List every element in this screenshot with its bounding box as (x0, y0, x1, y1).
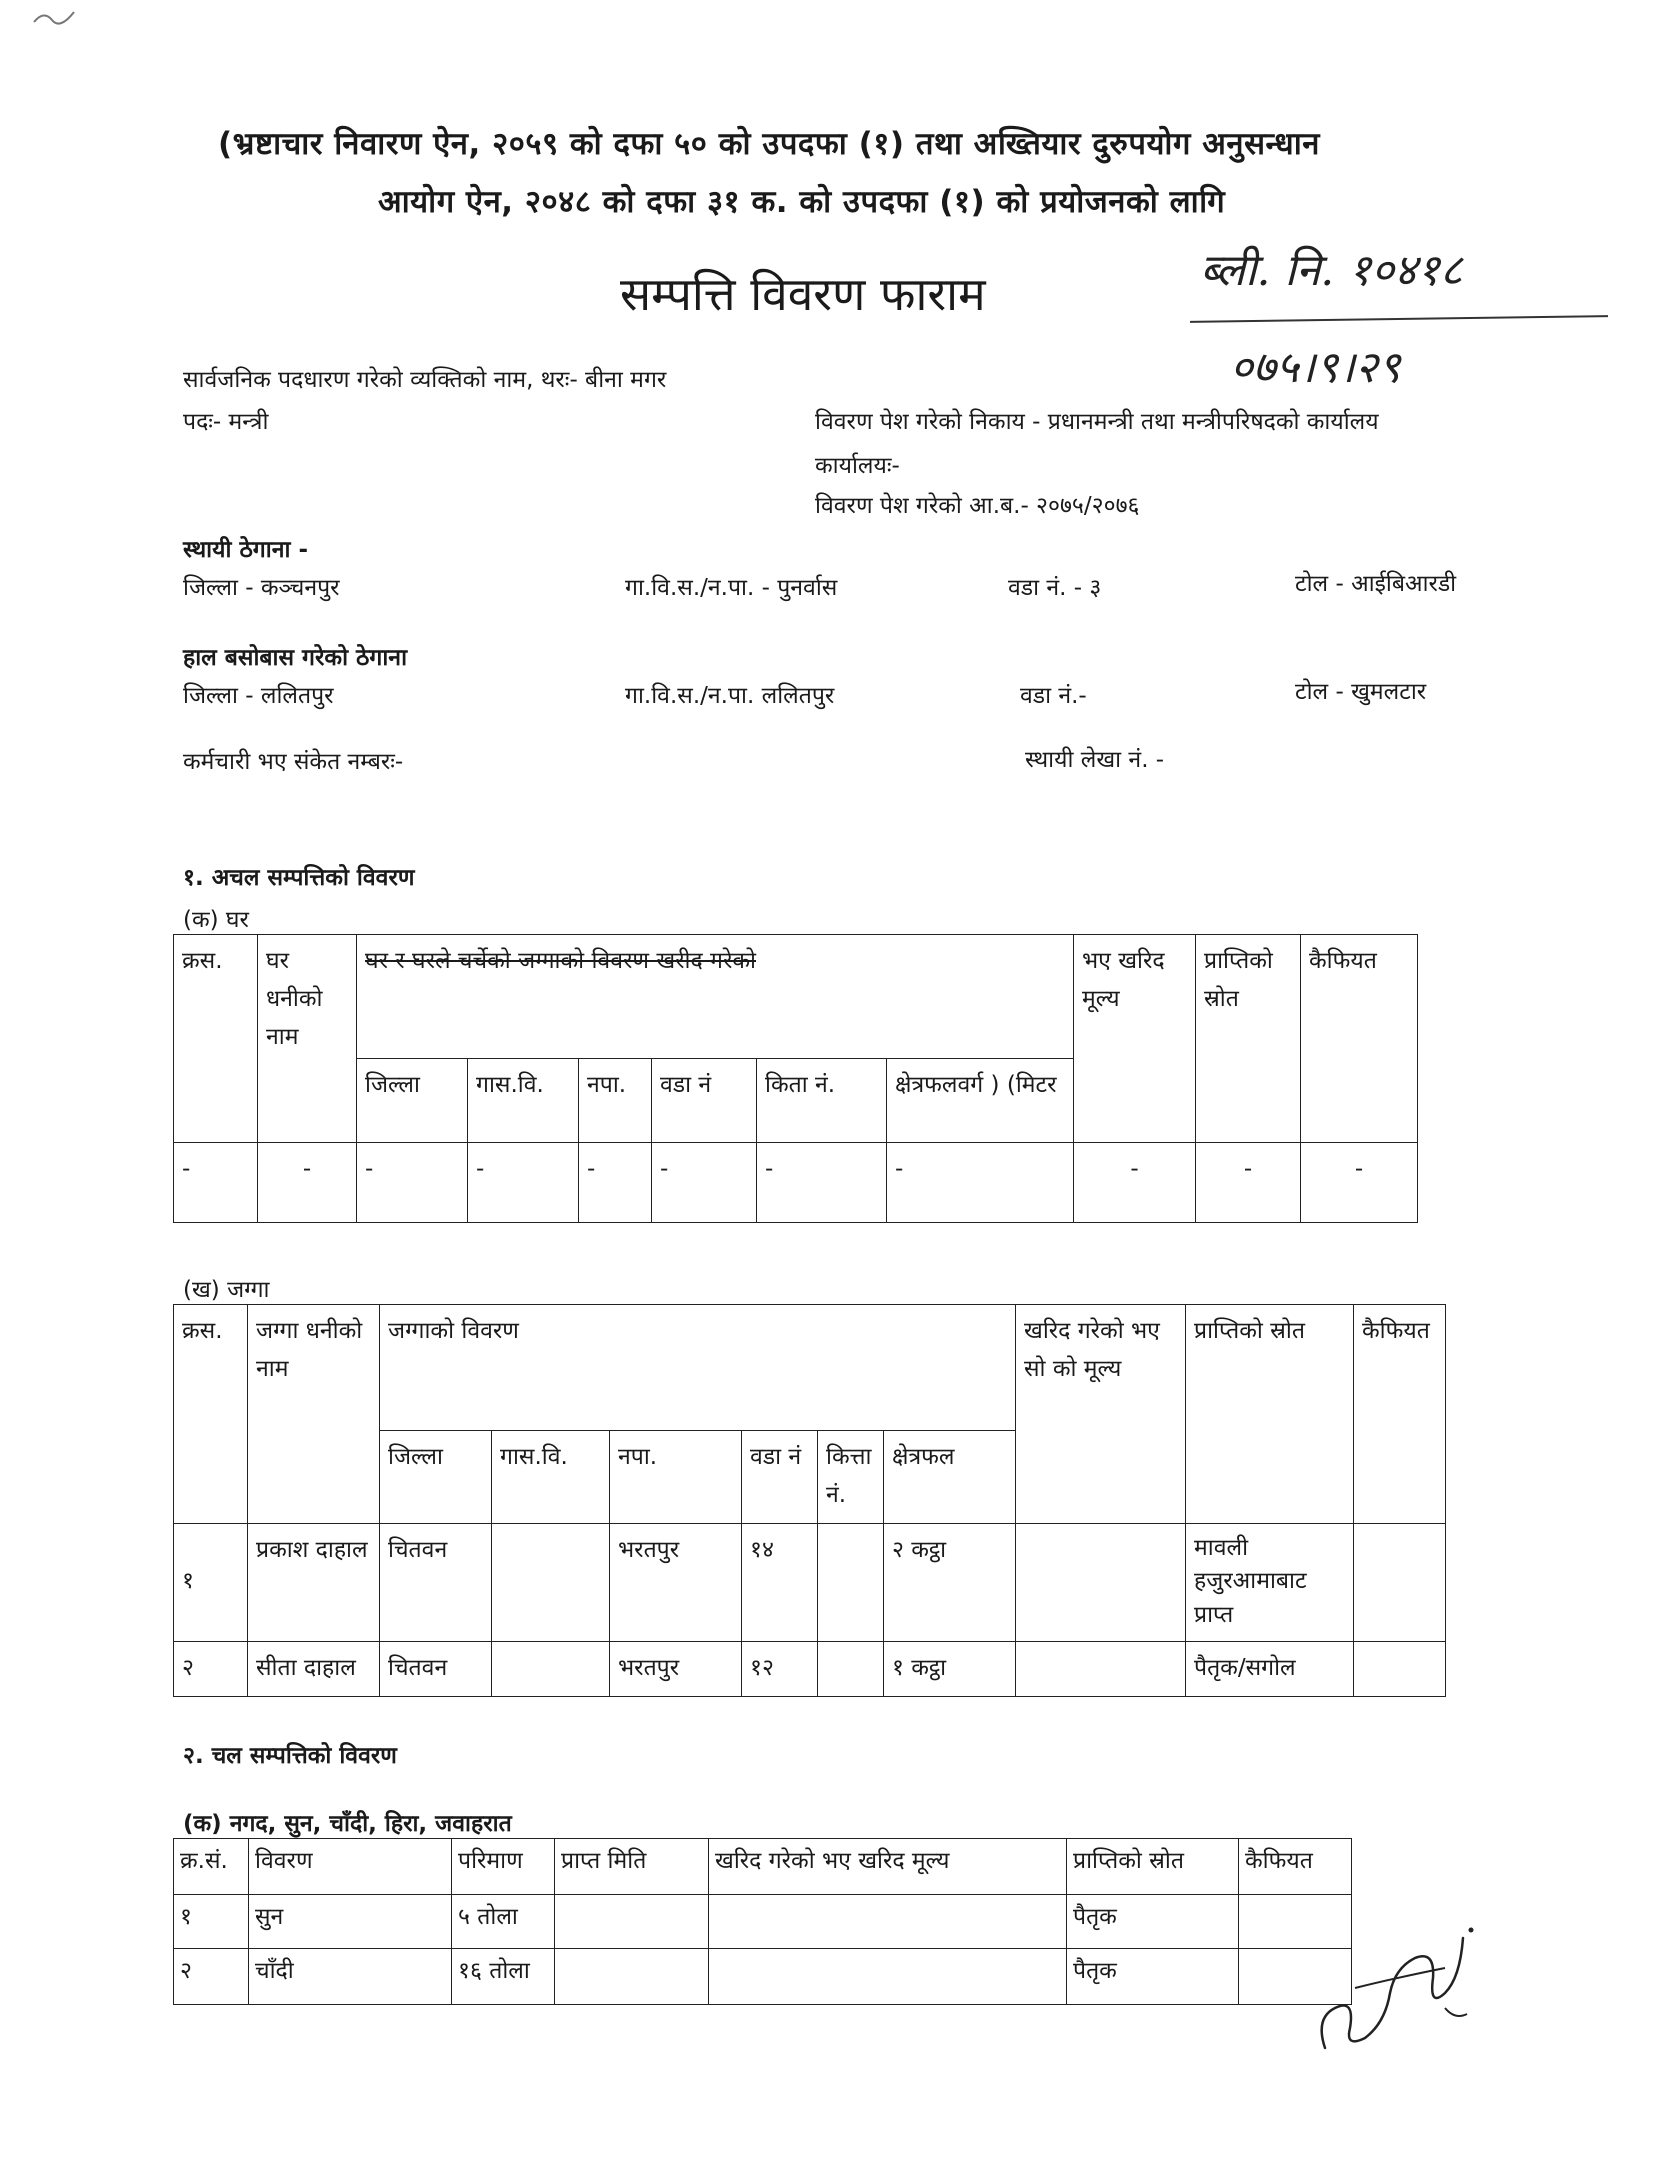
form-title: सम्पत्ति विवरण फाराम (620, 267, 986, 321)
house-col-sn: क्रस. (174, 935, 258, 1143)
land-cell-sn: २ (174, 1641, 248, 1696)
house-col-source: प्राप्तिको स्रोत (1196, 935, 1301, 1143)
land-col-source: प्राप्तिको स्रोत (1186, 1305, 1354, 1524)
land-cell-source: मावली हजुरआमाबाट प्राप्त (1186, 1523, 1354, 1641)
cash-cell (555, 1949, 709, 2005)
section-2-heading: २. चल सम्पत्तिको विवरण (183, 1743, 397, 1769)
current-vdc: गा.वि.स./न.पा. ललितपुर (625, 683, 835, 709)
land-cell-area: १ कट्ठा (884, 1641, 1016, 1696)
current-address-heading: हाल बसोबास गरेको ठेगाना (183, 645, 408, 671)
cash-cell: १ (174, 1895, 249, 1949)
header-line-1: (भ्रष्टाचार निवारण ऐन, २०५९ को दफा ५० को उपदफा (१) तथा अख्तियार दुरुपयोग अनुसन्धान (218, 126, 1320, 162)
house-sub-district: जिल्ला (357, 1059, 468, 1143)
fiscal-year-line: विवरण पेश गरेको आ.ब.- २०७५/२०७६ (815, 493, 1140, 519)
house-col-description: घर र घरले चर्चेको जग्गाको विवरण खरीद गरेको (357, 935, 1074, 1059)
table-row (174, 1641, 1446, 1696)
employee-code: कर्मचारी भए संकेत नम्बरः- (183, 749, 404, 775)
land-sub-district: जिल्ला (380, 1431, 492, 1524)
land-cell-area: २ कट्ठा (884, 1523, 1016, 1641)
house-sub-ward: वडा नं (652, 1059, 757, 1143)
cash-col-sn: क्र.सं. (174, 1839, 249, 1895)
house-cell: - (258, 1143, 357, 1223)
office-line: कार्यालयः- (815, 453, 900, 479)
cash-col-source: प्राप्तिको स्रोत (1067, 1839, 1239, 1895)
land-sub-vdc: गास.वि. (492, 1431, 610, 1524)
house-cell: - (468, 1143, 579, 1223)
house-heading: (क) घर (183, 907, 249, 933)
scan-corner-mark (30, 6, 80, 28)
person-name-line: सार्वजनिक पदधारण गरेको व्यक्तिको नाम, थरः- बीना मगर (183, 367, 667, 393)
house-sub-municipality: नपा. (579, 1059, 652, 1143)
post-line: पदः- मन्त्री (183, 409, 269, 435)
land-col-description: जग्गाको विवरण (380, 1305, 1016, 1431)
current-district: जिल्ला - ललितपुर (183, 683, 334, 709)
land-col-owner: जग्गा धनीको नाम (248, 1305, 380, 1524)
table-row (174, 1143, 1418, 1223)
house-cell: - (174, 1143, 258, 1223)
cash-col-description: विवरण (249, 1839, 452, 1895)
land-cell-price (1016, 1641, 1186, 1696)
land-cell-municipality: भरतपुर (610, 1523, 742, 1641)
permanent-vdc: गा.वि.स./न.पा. - पुनर्वास (625, 575, 838, 601)
table-row (174, 1949, 1352, 2005)
land-col-sn: क्रस. (174, 1305, 248, 1524)
handwritten-register-number: ब्ली. नि. १०४१८ (1200, 245, 1463, 296)
current-tole: टोल - खुमलटार (1295, 679, 1427, 705)
permanent-account-number: स्थायी लेखा नं. - (1025, 747, 1165, 773)
land-cell-kitta (818, 1641, 884, 1696)
land-col-remarks: कैफियत (1354, 1305, 1446, 1524)
house-cell: - (757, 1143, 887, 1223)
house-cell: - (1074, 1143, 1196, 1223)
house-sub-kitta: किता नं. (757, 1059, 887, 1143)
land-heading: (ख) जग्गा (183, 1277, 270, 1303)
table-row (174, 1895, 1352, 1949)
house-cell: - (579, 1143, 652, 1223)
permanent-district: जिल्ला - कञ्चनपुर (183, 575, 340, 601)
land-cell-source: पैतृक/सगोल (1186, 1641, 1354, 1696)
cash-heading: (क) नगद, सुन, चाँदी, हिरा, जवाहरात (183, 1811, 512, 1837)
table-row (174, 1523, 1446, 1641)
land-sub-kitta: कित्ता नं. (818, 1431, 884, 1524)
cash-cell: चाँदी (249, 1949, 452, 2005)
header-line-2: आयोग ऐन, २०४८ को दफा ३१ क. को उपदफा (१) को प्रयोजनको लागि (378, 184, 1226, 220)
cash-cell: पैतृक (1067, 1895, 1239, 1949)
land-table (173, 1304, 1446, 1697)
land-cell-vdc (492, 1523, 610, 1641)
permanent-ward: वडा नं. - ३ (1008, 575, 1102, 601)
cash-cell: पैतृक (1067, 1949, 1239, 2005)
house-sub-area: क्षेत्रफलवर्ग ) (मिटर (887, 1059, 1074, 1143)
cash-cell (709, 1949, 1067, 2005)
house-cell: - (357, 1143, 468, 1223)
handwritten-signature (1295, 1898, 1485, 2068)
land-cell-kitta (818, 1523, 884, 1641)
land-cell-sn: १ (174, 1523, 248, 1641)
cash-col-date: प्राप्त मिति (555, 1839, 709, 1895)
land-cell-vdc (492, 1641, 610, 1696)
cash-cell: १६ तोला (452, 1949, 555, 2005)
house-cell: - (1196, 1143, 1301, 1223)
land-cell-remarks (1354, 1641, 1446, 1696)
land-cell-price (1016, 1523, 1186, 1641)
land-sub-ward: वडा नं (742, 1431, 818, 1524)
cash-cell: सुन (249, 1895, 452, 1949)
cash-cell: ५ तोला (452, 1895, 555, 1949)
land-sub-area: क्षेत्रफल (884, 1431, 1016, 1524)
cash-table (173, 1838, 1352, 2005)
cash-col-remarks: कैफियत (1239, 1839, 1352, 1895)
cash-cell (555, 1895, 709, 1949)
current-ward: वडा नं.- (1020, 683, 1087, 709)
land-col-price: खरिद गरेको भए सो को मूल्य (1016, 1305, 1186, 1524)
land-cell-ward: १२ (742, 1641, 818, 1696)
house-cell: - (652, 1143, 757, 1223)
cash-cell: २ (174, 1949, 249, 2005)
house-table (173, 934, 1418, 1223)
house-cell: - (887, 1143, 1074, 1223)
house-sub-vdc: गास.वि. (468, 1059, 579, 1143)
land-cell-municipality: भरतपुर (610, 1641, 742, 1696)
land-cell-district: चितवन (380, 1523, 492, 1641)
land-cell-owner: सीता दाहाल (248, 1641, 380, 1696)
house-col-remarks: कैफियत (1301, 935, 1418, 1143)
annotation-underline (1190, 315, 1608, 323)
house-col-price: भए खरिद मूल्य (1074, 935, 1196, 1143)
land-sub-municipality: नपा. (610, 1431, 742, 1524)
submitting-body-line: विवरण पेश गरेको निकाय - प्रधानमन्त्री तथा मन्त्रीपरिषदको कार्यालय (815, 409, 1379, 435)
land-cell-owner: प्रकाश दाहाल (248, 1523, 380, 1641)
land-cell-district: चितवन (380, 1641, 492, 1696)
land-cell-remarks (1354, 1523, 1446, 1641)
section-1-heading: १. अचल सम्पत्तिको विवरण (183, 865, 415, 891)
cash-col-quantity: परिमाण (452, 1839, 555, 1895)
house-cell: - (1301, 1143, 1418, 1223)
house-col-owner: घर धनीको नाम (258, 935, 357, 1143)
land-cell-ward: १४ (742, 1523, 818, 1641)
handwritten-date: ०७५।९।२९ (1230, 342, 1401, 393)
permanent-address-heading: स्थायी ठेगाना - (183, 537, 308, 563)
cash-col-price: खरिद गरेको भए खरिद मूल्य (709, 1839, 1067, 1895)
cash-cell (709, 1895, 1067, 1949)
permanent-tole: टोल - आईबिआरडी (1295, 571, 1457, 597)
